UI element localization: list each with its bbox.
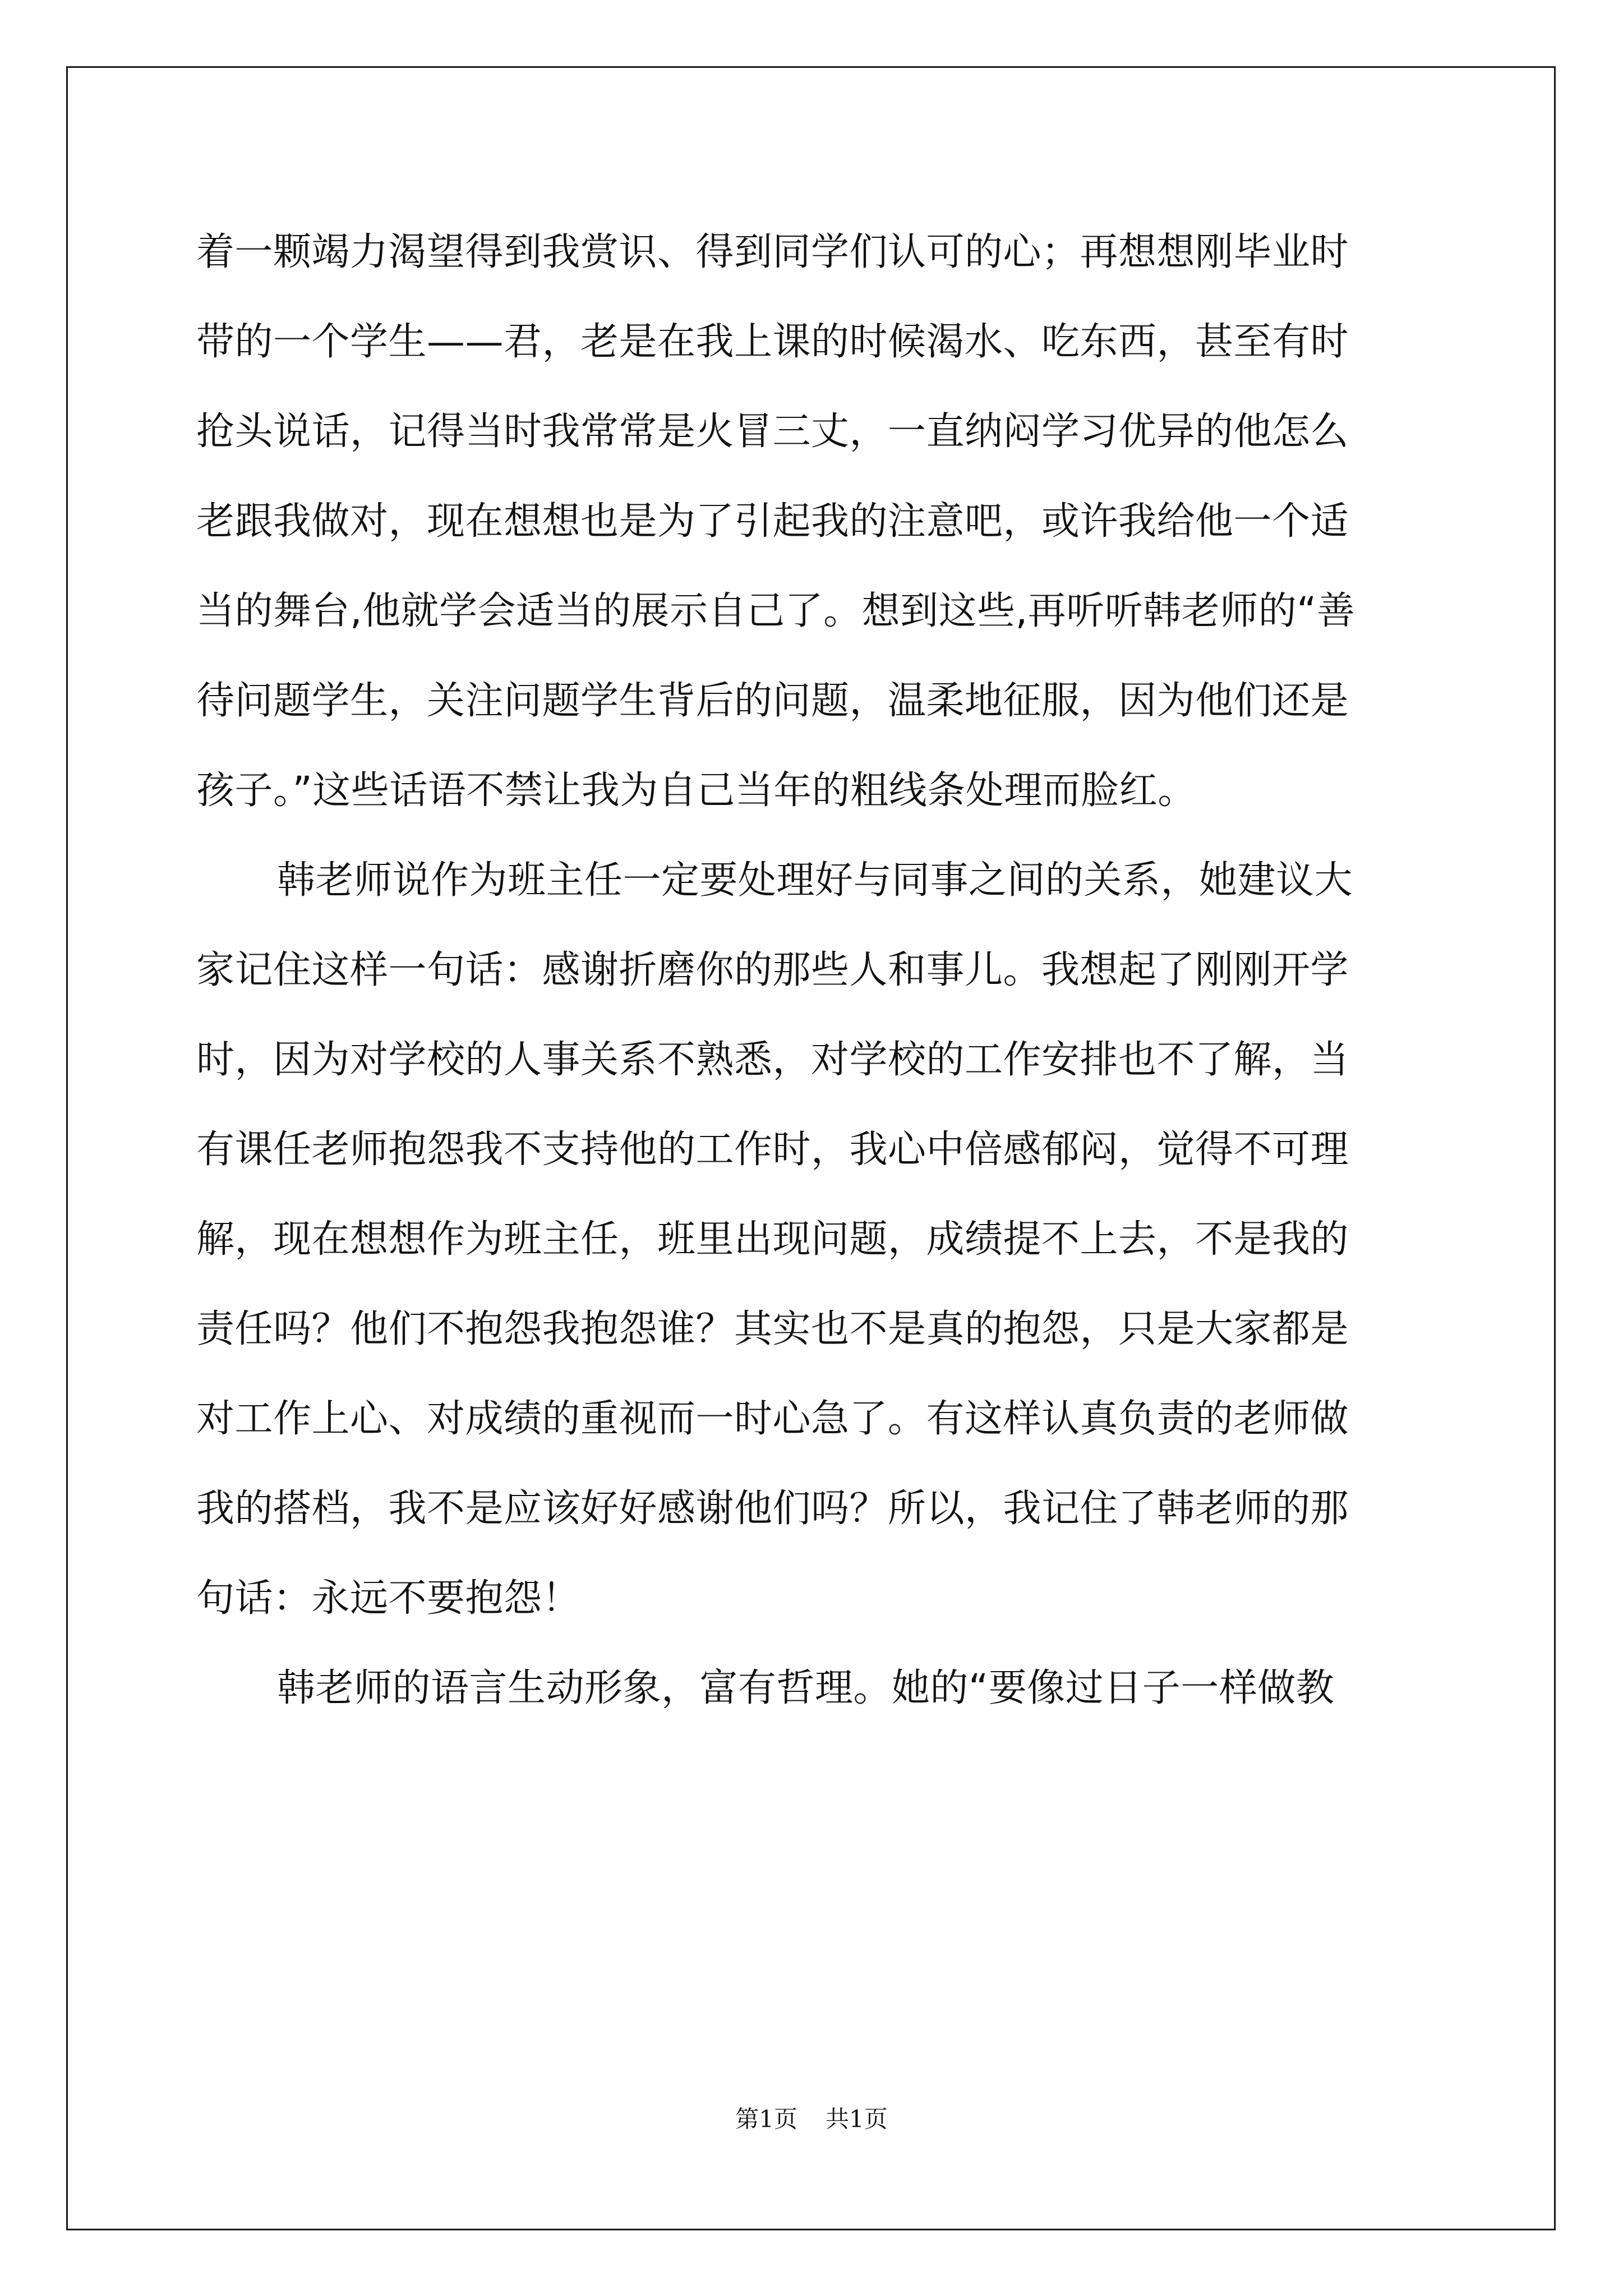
- text-line-6: 待问题学生，关注问题学生背后的问题，温柔地征服，因为他们还是: [196, 679, 1349, 723]
- page-footer: [0, 2101, 1623, 2134]
- page-number: 第1页: [735, 2105, 797, 2133]
- text-line-12: 解，现在想想作为班主任，班里出现问题，成绩提不上去，不是我的: [196, 1217, 1349, 1262]
- text-line-7: 孩子。”这些话语不禁让我为自己当年的粗线条处理而脸红。: [196, 769, 1196, 813]
- text-line-13: 责任吗？他们不抱怨我抱怨谁？其实也不是真的抱怨，只是大家都是: [196, 1307, 1349, 1351]
- paragraph-start-line: 韩老师说作为班主任一定要处理好与同事之间的关系，她建议大: [277, 858, 1353, 903]
- paragraph-start-line: 韩老师的语言生动形象，富有哲理。她的“要像过日子一样做教: [277, 1666, 1335, 1710]
- text-line-14: 对工作上心、对成绩的重视而一时心急了。有这样认真负责的老师做: [196, 1397, 1349, 1441]
- text-line-10: 时，因为对学校的人事关系不熟悉，对学校的工作安排也不了解，当: [196, 1038, 1349, 1082]
- text-line-16: 句话：永远不要抱怨！: [196, 1576, 581, 1621]
- text-line-5: 当的舞台,他就学会适当的展示自己了。想到这些,再听听韩老师的“善: [196, 589, 1355, 633]
- text-line-9: 家记住这样一句话：感谢折磨你的那些人和事儿。我想起了刚刚开学: [196, 948, 1349, 992]
- text-line-3: 抢头说话，记得当时我常常是火冒三丈，一直纳闷学习优异的他怎么: [196, 409, 1349, 454]
- page-total: 共1页: [826, 2105, 888, 2133]
- text-line-1: 着一颗竭力渴望得到我赏识、得到同学们认可的心；再想想刚毕业时: [196, 230, 1349, 274]
- text-line-2: 带的一个学生——君，老是在我上课的时候渴水、吃东西，甚至有时: [196, 320, 1349, 364]
- document-body: [196, 208, 1436, 1733]
- text-line-15: 我的搭档，我不是应该好好感谢他们吗？所以，我记住了韩老师的那: [196, 1487, 1349, 1531]
- text-line-11: 有课任老师抱怨我不支持他的工作时，我心中倍感郁闷，觉得不可理: [196, 1128, 1349, 1172]
- text-line-4: 老跟我做对，现在想想也是为了引起我的注意吧，或许我给他一个适: [196, 499, 1349, 544]
